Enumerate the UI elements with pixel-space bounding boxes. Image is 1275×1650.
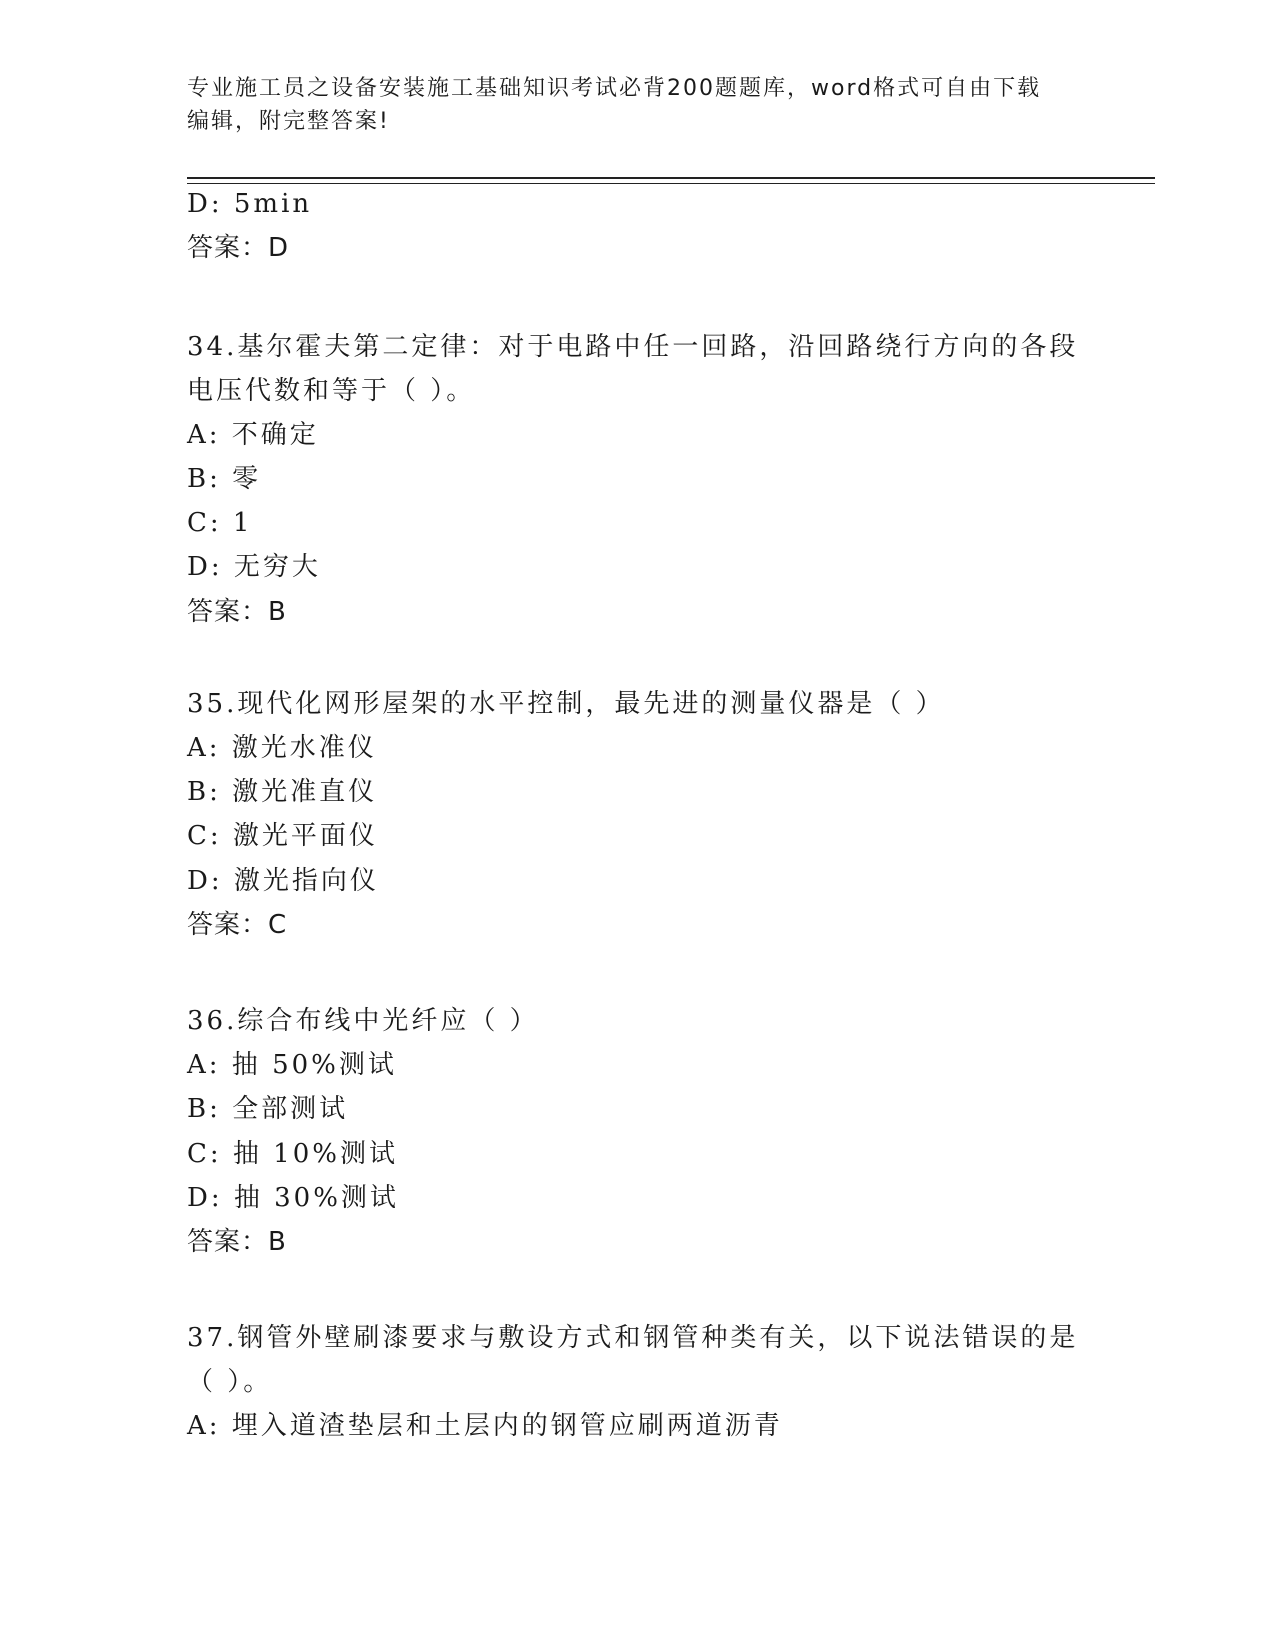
document-header (187, 72, 1067, 138)
q34-answer: 答案：B (187, 597, 287, 627)
prev-option-d: D: 5min (187, 189, 313, 219)
q35-option-c: C: 激光平面仪 (187, 821, 378, 851)
header-line-1: 专业施工员之设备安装施工基础知识考试必背200题题库，word格式可自由下载 (187, 76, 1042, 101)
q35-option-d: D: 激光指向仪 (187, 866, 379, 896)
q34-option-a: A: 不确定 (187, 420, 319, 450)
q36-option-d: D: 抽 30%测试 (187, 1183, 399, 1213)
q35-stem-line-1: 35.现代化网形屋架的水平控制，最先进的测量仪器是（ ） (187, 689, 945, 719)
q36-option-a: A: 抽 50%测试 (187, 1050, 397, 1080)
q36-option-b: B: 全部测试 (187, 1094, 349, 1124)
q34-stem-line-1: 34.基尔霍夫第二定律：对于电路中任一回路，沿回路绕行方向的各段 (187, 332, 1079, 362)
q36-stem-line-1: 36.综合布线中光纤应（ ） (187, 1006, 539, 1036)
q35-option-b: B: 激光准直仪 (187, 777, 378, 807)
q34-option-c: C: 1 (187, 508, 253, 538)
q34-stem-line-2: 电压代数和等于（ ）。 (187, 376, 476, 406)
q35-answer: 答案：C (187, 910, 288, 940)
q34-option-d: D: 无穷大 (187, 552, 321, 582)
header-rule-thin (187, 183, 1155, 184)
q37-option-a: A: 埋入道渣垫层和土层内的钢管应刷两道沥青 (187, 1411, 783, 1441)
q35-option-a: A: 激光水准仪 (187, 733, 377, 763)
prev-answer: 答案：D (187, 233, 290, 263)
q37-stem-line-1: 37.钢管外壁刷漆要求与敷设方式和钢管种类有关，以下说法错误的是 (187, 1323, 1079, 1353)
q36-answer: 答案：B (187, 1227, 287, 1257)
q36-option-c: C: 抽 10%测试 (187, 1139, 398, 1169)
header-line-2: 编辑，附完整答案! (187, 109, 390, 134)
q34-option-b: B: 零 (187, 464, 262, 494)
header-rule-thick (187, 177, 1155, 179)
q37-stem-line-2: （ ）。 (187, 1367, 273, 1397)
